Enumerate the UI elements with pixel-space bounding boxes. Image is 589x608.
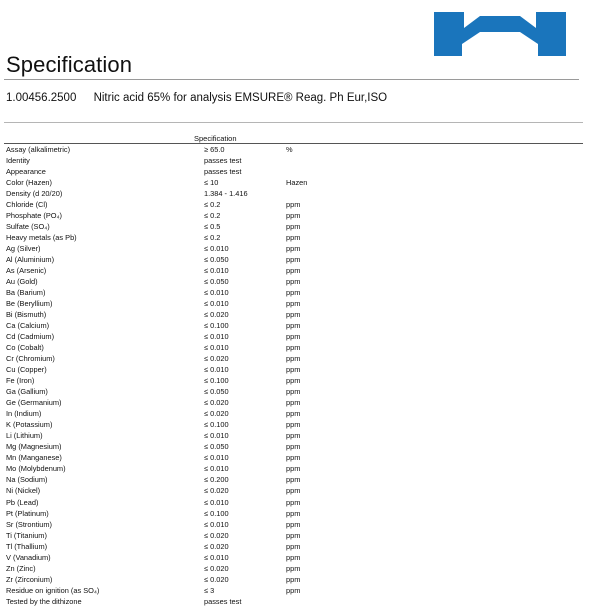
parameter-cell: Mg (Magnesium) bbox=[6, 442, 62, 452]
parameter-cell: Cr (Chromium) bbox=[6, 354, 55, 364]
table-row bbox=[6, 210, 583, 221]
parameter-cell: Color (Hazen) bbox=[6, 178, 53, 188]
parameter-cell: Na (Sodium) bbox=[6, 475, 48, 485]
specification-cell: ≤ 0.020 bbox=[204, 541, 229, 551]
table-row bbox=[6, 375, 583, 386]
specification-cell: ≤ 0.050 bbox=[204, 277, 229, 287]
table-row bbox=[6, 320, 583, 331]
table-row bbox=[6, 519, 583, 530]
parameter-cell: Ni (Nickel) bbox=[6, 486, 41, 496]
unit-cell: ppm bbox=[286, 442, 301, 452]
parameter-cell: Phosphate (PO₄) bbox=[6, 211, 63, 221]
table-row bbox=[6, 563, 583, 574]
specification-cell: ≤ 0.010 bbox=[204, 244, 229, 254]
unit-cell bbox=[286, 166, 366, 177]
parameter-cell: Ag (Silver) bbox=[6, 244, 41, 254]
specification-cell: ≤ 0.020 bbox=[204, 486, 229, 496]
table-row bbox=[6, 188, 583, 199]
specification-cell: ≤ 10 bbox=[204, 178, 219, 188]
specification-cell: ≥ 65.0 bbox=[204, 145, 225, 154]
specification-cell: ≤ 0.100 bbox=[204, 508, 229, 518]
unit-cell: ppm bbox=[286, 409, 301, 419]
parameter-cell: Li (Lithium) bbox=[6, 431, 43, 441]
parameter-cell: Tested by the dithizone bbox=[6, 596, 82, 606]
table-row bbox=[6, 497, 583, 508]
page-title: Specification bbox=[6, 52, 133, 77]
unit-cell: ppm bbox=[286, 244, 301, 254]
parameter-cell: Density (d 20/20) bbox=[6, 189, 63, 199]
unit-cell: % bbox=[286, 145, 293, 154]
parameter-cell: Ga (Gallium) bbox=[6, 387, 48, 397]
specification-cell: ≤ 0.010 bbox=[204, 464, 229, 474]
unit-cell: ppm bbox=[286, 420, 301, 430]
unit-cell: ppm bbox=[286, 299, 301, 309]
parameter-cell: Cu (Copper) bbox=[6, 365, 47, 375]
specification-cell: ≤ 0.020 bbox=[204, 398, 229, 408]
table-row bbox=[6, 441, 583, 452]
merck-logo bbox=[434, 12, 566, 56]
parameter-cell: In (Indium) bbox=[6, 409, 42, 419]
unit-cell: ppm bbox=[286, 398, 301, 408]
unit-cell: ppm bbox=[286, 200, 301, 210]
table-row bbox=[6, 552, 583, 563]
specification-column-header: Specification bbox=[194, 134, 237, 143]
unit-cell: ppm bbox=[286, 310, 301, 320]
parameter-cell: Residue on ignition (as SO₄) bbox=[6, 585, 100, 595]
unit-cell: ppm bbox=[286, 211, 301, 221]
unit-cell: ppm bbox=[286, 530, 301, 540]
parameter-cell: Appearance bbox=[6, 167, 46, 177]
table-row bbox=[6, 585, 583, 596]
unit-cell: ppm bbox=[286, 266, 301, 276]
unit-cell: ppm bbox=[286, 387, 301, 397]
parameter-cell: Pt (Platinum) bbox=[6, 508, 49, 518]
specification-cell: ≤ 0.2 bbox=[204, 233, 221, 243]
parameter-cell: Au (Gold) bbox=[6, 277, 38, 287]
specification-cell: ≤ 0.100 bbox=[204, 321, 229, 331]
parameter-cell: Ca (Calcium) bbox=[6, 321, 50, 331]
table-row bbox=[6, 485, 583, 496]
table-row bbox=[6, 199, 583, 210]
table-row bbox=[6, 331, 583, 342]
specification-cell: ≤ 0.5 bbox=[204, 222, 221, 232]
specification-cell: ≤ 0.050 bbox=[204, 442, 229, 452]
parameter-cell: Pb (Lead) bbox=[6, 497, 39, 507]
specification-cell: ≤ 0.010 bbox=[204, 431, 229, 441]
table-row bbox=[6, 298, 583, 309]
parameter-cell: Assay (alkalimetric) bbox=[6, 145, 71, 154]
unit-cell: ppm bbox=[286, 288, 301, 298]
unit-cell: ppm bbox=[286, 453, 301, 463]
unit-cell: ppm bbox=[286, 574, 301, 584]
table-row bbox=[6, 265, 583, 276]
specification-cell: ≤ 0.010 bbox=[204, 288, 229, 298]
specification-table bbox=[6, 144, 583, 607]
specification-cell: ≤ 0.2 bbox=[204, 200, 221, 210]
parameter-cell: Ba (Barium) bbox=[6, 288, 46, 298]
table-row bbox=[6, 474, 583, 485]
table-row bbox=[6, 353, 583, 364]
unit-cell: ppm bbox=[286, 541, 301, 551]
unit-cell: ppm bbox=[286, 508, 301, 518]
specification-cell: ≤ 0.020 bbox=[204, 310, 229, 320]
parameter-cell: Heavy metals (as Pb) bbox=[6, 233, 77, 243]
parameter-cell: Sulfate (SO₄) bbox=[6, 222, 50, 232]
table-row bbox=[6, 574, 583, 585]
table-row bbox=[6, 397, 583, 408]
unit-cell: ppm bbox=[286, 343, 301, 353]
unit-cell: ppm bbox=[286, 464, 301, 474]
title-divider bbox=[4, 79, 579, 80]
specification-cell: ≤ 0.010 bbox=[204, 453, 229, 463]
table-row bbox=[6, 166, 583, 177]
parameter-cell: Fe (Iron) bbox=[6, 376, 35, 386]
specification-cell: ≤ 0.020 bbox=[204, 563, 229, 573]
unit-cell: ppm bbox=[286, 552, 301, 562]
table-row bbox=[6, 155, 583, 166]
product-code: 1.00456.2500 bbox=[6, 92, 77, 104]
table-row bbox=[6, 452, 583, 463]
table-row bbox=[6, 463, 583, 474]
table-row bbox=[6, 530, 583, 541]
specification-cell: ≤ 0.050 bbox=[204, 387, 229, 397]
unit-cell: ppm bbox=[286, 222, 301, 232]
specification-cell: ≤ 0.010 bbox=[204, 343, 229, 353]
unit-cell: ppm bbox=[286, 321, 301, 331]
parameter-cell: V (Vanadium) bbox=[6, 552, 51, 562]
parameter-cell: Al (Aluminium) bbox=[6, 255, 55, 265]
table-row bbox=[6, 408, 583, 419]
product-name: Nitric acid 65% for analysis EMSURE® Reag. Ph Eur,ISO bbox=[93, 92, 388, 104]
specification-cell: ≤ 0.010 bbox=[204, 299, 229, 309]
unit-cell bbox=[286, 155, 366, 166]
table-row bbox=[6, 596, 583, 607]
specification-cell: ≤ 0.020 bbox=[204, 409, 229, 419]
parameter-cell: Co (Cobalt) bbox=[6, 343, 44, 353]
unit-cell: ppm bbox=[286, 233, 301, 243]
specification-cell: ≤ 0.010 bbox=[204, 365, 229, 375]
table-row bbox=[6, 386, 583, 397]
specification-cell: ≤ 0.100 bbox=[204, 376, 229, 386]
parameter-cell: Ge (Germanium) bbox=[6, 398, 62, 408]
table-row bbox=[6, 309, 583, 320]
unit-cell: ppm bbox=[286, 497, 301, 507]
table-row bbox=[6, 144, 583, 155]
table-row bbox=[6, 430, 583, 441]
specification-cell: ≤ 0.010 bbox=[204, 266, 229, 276]
specification-cell: ≤ 0.2 bbox=[204, 211, 221, 221]
unit-cell: ppm bbox=[286, 332, 301, 342]
unit-cell: ppm bbox=[286, 376, 301, 386]
table-row bbox=[6, 287, 583, 298]
unit-cell: ppm bbox=[286, 431, 301, 441]
parameter-cell: As (Arsenic) bbox=[6, 266, 47, 276]
specification-cell: ≤ 3 bbox=[204, 585, 215, 595]
section-divider bbox=[4, 122, 583, 123]
specification-cell: passes test bbox=[204, 596, 242, 606]
parameter-cell: Tl (Thallium) bbox=[6, 541, 48, 551]
parameter-cell: Mo (Molybdenum) bbox=[6, 464, 66, 474]
table-row bbox=[6, 276, 583, 287]
table-row bbox=[6, 177, 583, 188]
unit-cell: ppm bbox=[286, 486, 301, 496]
parameter-cell: Ti (Titanium) bbox=[6, 530, 47, 540]
specification-cell: passes test bbox=[204, 156, 242, 166]
unit-cell bbox=[286, 596, 366, 607]
parameter-cell: Zr (Zirconium) bbox=[6, 574, 53, 584]
specification-cell: ≤ 0.020 bbox=[204, 530, 229, 540]
table-row bbox=[6, 221, 583, 232]
specification-cell: passes test bbox=[204, 167, 242, 177]
unit-cell: ppm bbox=[286, 354, 301, 364]
unit-cell: ppm bbox=[286, 563, 301, 573]
specification-cell: ≤ 0.010 bbox=[204, 519, 229, 529]
unit-cell: ppm bbox=[286, 255, 301, 265]
specification-cell: ≤ 0.200 bbox=[204, 475, 229, 485]
specification-cell: ≤ 0.050 bbox=[204, 255, 229, 265]
table-row bbox=[6, 232, 583, 243]
unit-cell: ppm bbox=[286, 277, 301, 287]
unit-cell bbox=[286, 188, 366, 199]
parameter-cell: Mn (Manganese) bbox=[6, 453, 62, 463]
parameter-cell: K (Potassium) bbox=[6, 420, 53, 430]
parameter-cell: Be (Beryllium) bbox=[6, 299, 53, 309]
table-row bbox=[6, 508, 583, 519]
table-row bbox=[6, 541, 583, 552]
unit-cell: ppm bbox=[286, 365, 301, 375]
table-row bbox=[6, 254, 583, 265]
unit-cell: ppm bbox=[286, 475, 301, 485]
parameter-cell: Zn (Zinc) bbox=[6, 563, 36, 573]
parameter-cell: Cd (Cadmium) bbox=[6, 332, 55, 342]
unit-cell: Hazen bbox=[286, 178, 308, 188]
table-row bbox=[6, 364, 583, 375]
specification-cell: ≤ 0.010 bbox=[204, 497, 229, 507]
unit-cell: ppm bbox=[286, 585, 301, 595]
parameter-cell: Chloride (Cl) bbox=[6, 200, 48, 210]
unit-cell: ppm bbox=[286, 519, 301, 529]
parameter-cell: Identity bbox=[6, 156, 30, 166]
merck-m-logo-icon bbox=[434, 12, 566, 56]
product-line bbox=[6, 92, 387, 104]
specification-cell: ≤ 0.020 bbox=[204, 354, 229, 364]
parameter-cell: Bi (Bismuth) bbox=[6, 310, 47, 320]
specification-cell: ≤ 0.010 bbox=[204, 552, 229, 562]
specification-cell: ≤ 0.020 bbox=[204, 574, 229, 584]
table-row bbox=[6, 419, 583, 430]
table-row bbox=[6, 243, 583, 254]
table-row bbox=[6, 342, 583, 353]
specification-cell: ≤ 0.010 bbox=[204, 332, 229, 342]
parameter-cell: Sr (Strontium) bbox=[6, 519, 52, 529]
specification-cell: ≤ 0.100 bbox=[204, 420, 229, 430]
specification-cell: 1.384 - 1.416 bbox=[204, 189, 248, 199]
